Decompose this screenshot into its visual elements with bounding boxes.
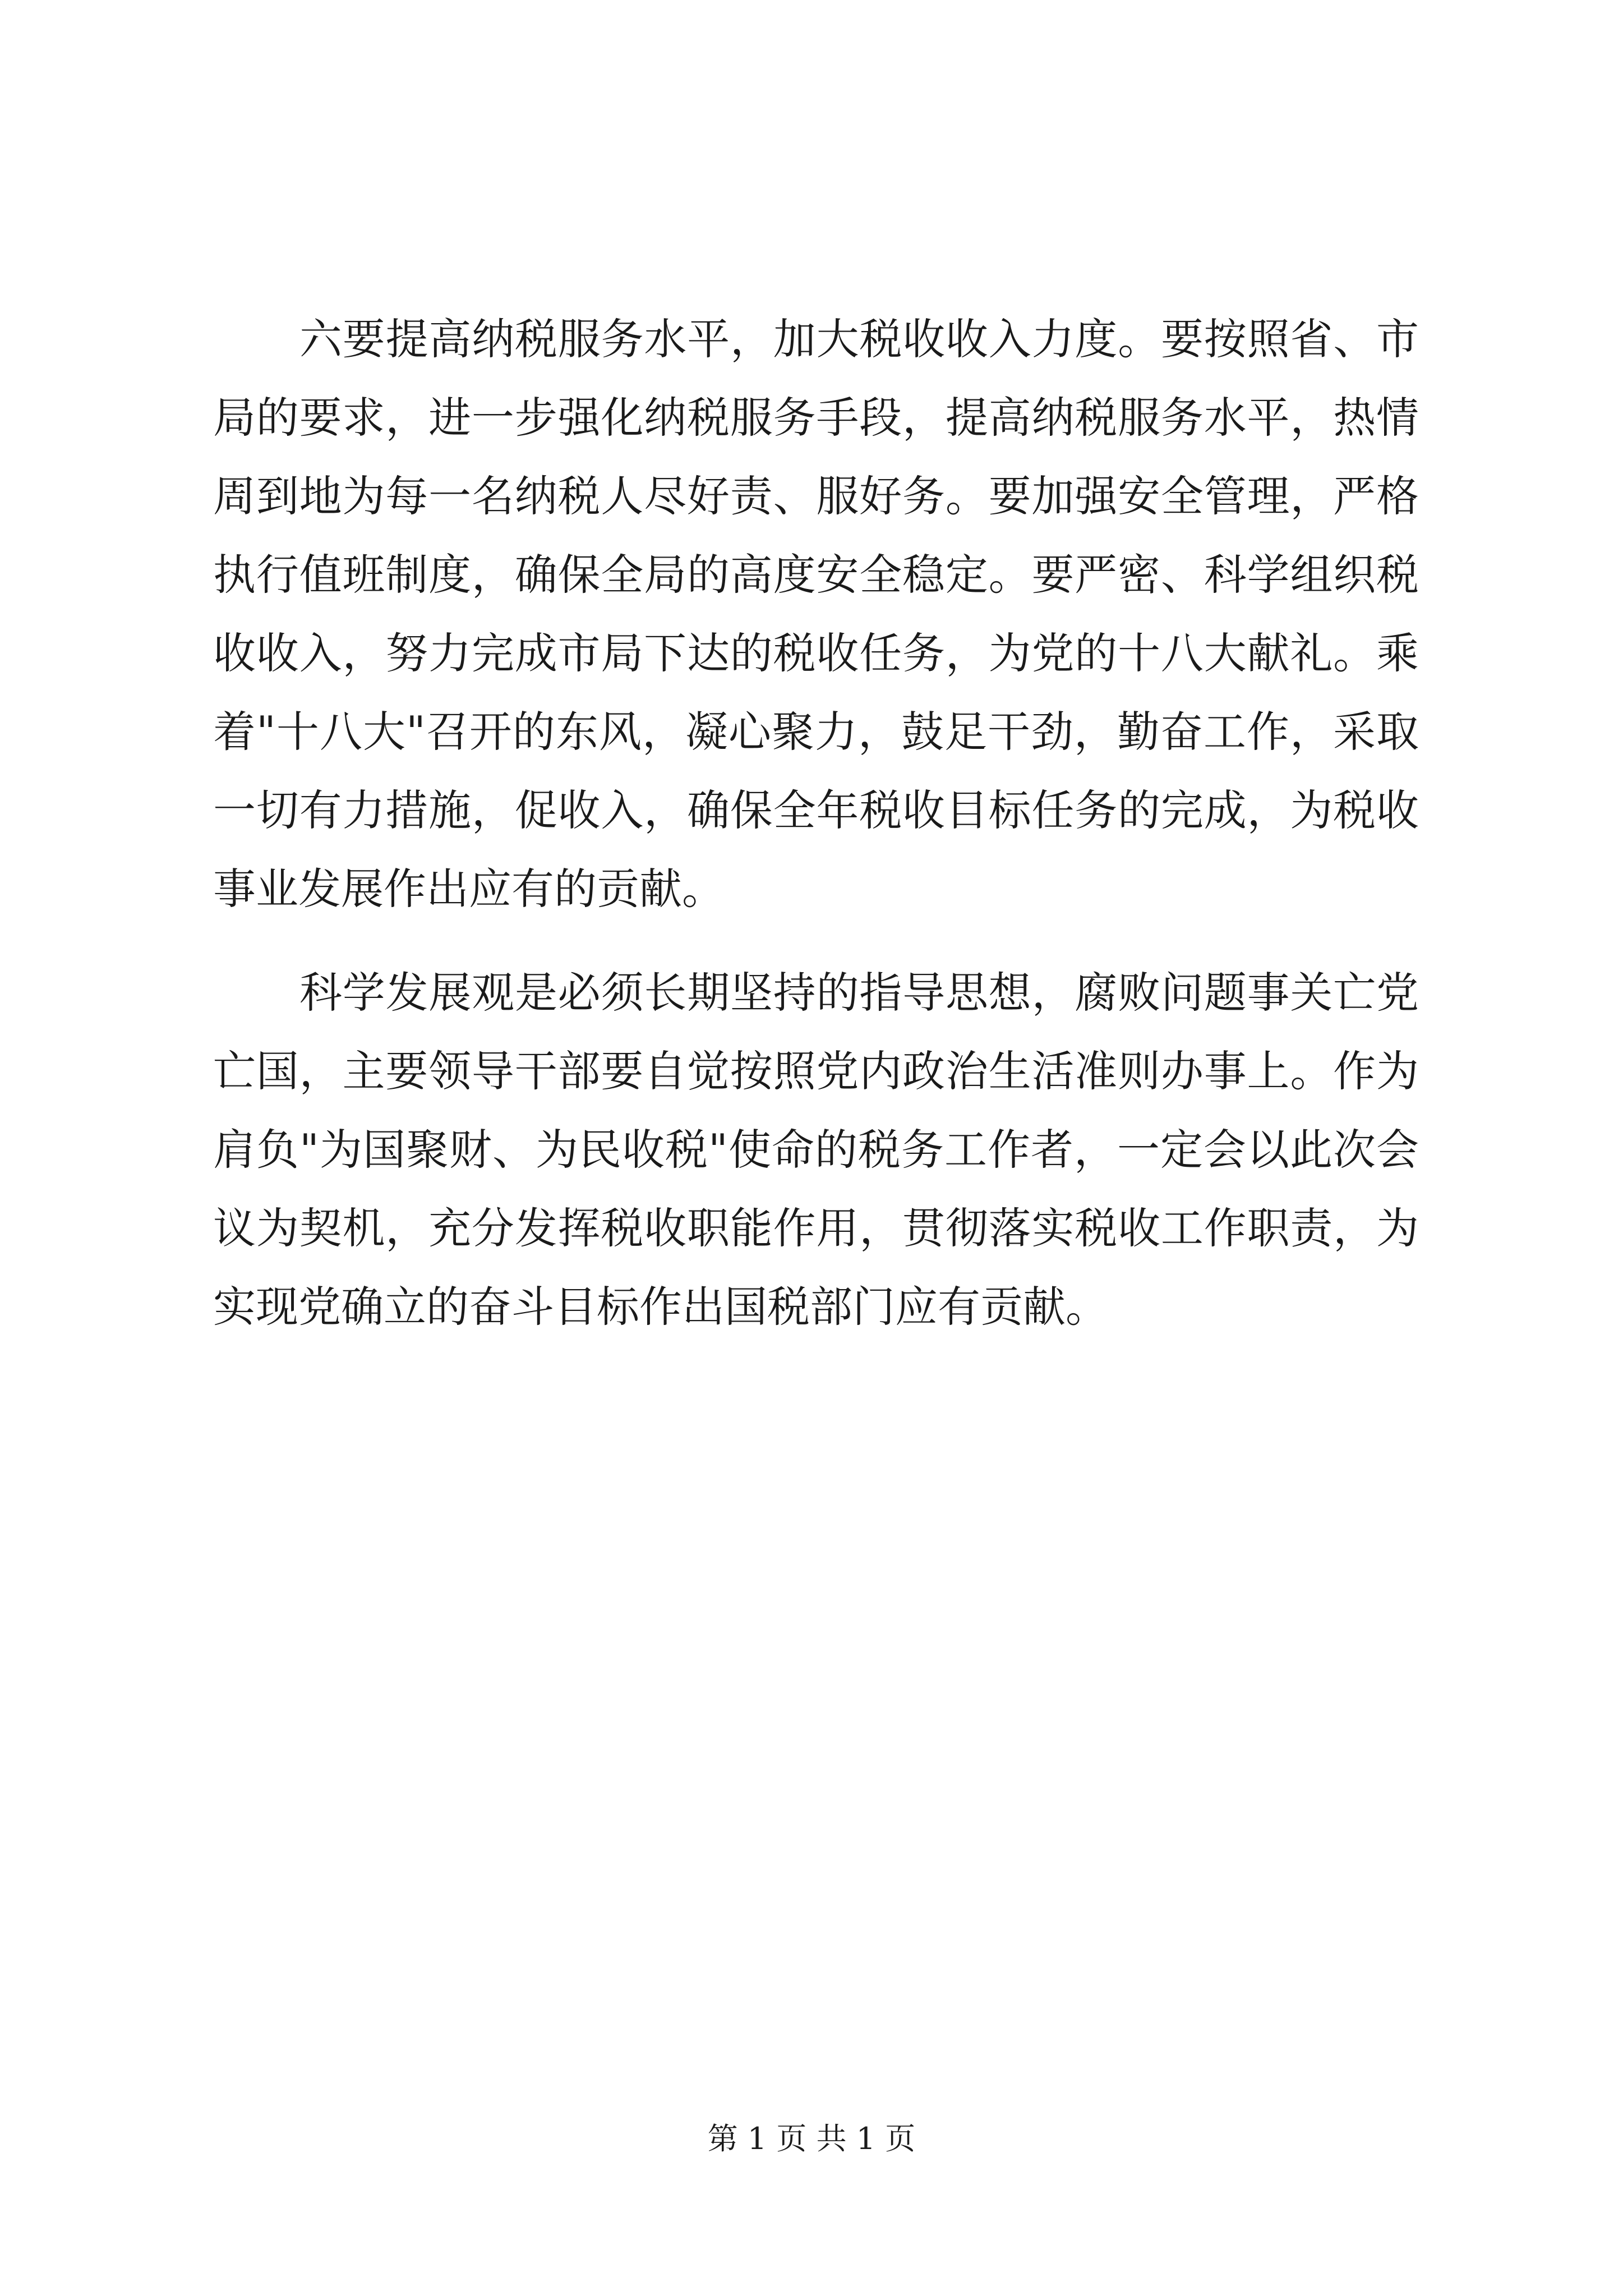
paragraph-2-line-3: 肩负"为国聚财、为民收税"使命的税务工作者，一定会以此次会 [213, 1125, 1419, 1175]
paragraph-2-line-2: 亡国，主要领导干部要自觉按照党内政治生活准则办事上。作为 [213, 1046, 1419, 1096]
paragraph-1-line-7: 一切有力措施，促收入，确保全年税收目标任务的完成，为税收 [213, 785, 1419, 835]
paragraph-1-line-4: 执行值班制度，确保全局的高度安全稳定。要严密、科学组织税 [213, 550, 1419, 600]
paragraph-2-line-4: 议为契机，充分发挥税收职能作用，贯彻落实税收工作职责，为 [213, 1203, 1419, 1253]
paragraph-2-line-5: 实现党确立的奋斗目标作出国税部门应有贡献。 [213, 1282, 1108, 1332]
paragraph-2-line-1: 科学发展观是必须长期坚持的指导思想，腐败问题事关亡党 [299, 968, 1419, 1018]
paragraph-1-line-5: 收收入，努力完成市局下达的税收任务，为党的十八大献礼。乘 [213, 628, 1419, 678]
paragraph-1-line-3: 周到地为每一名纳税人尽好责、服好务。要加强安全管理，严格 [213, 471, 1419, 521]
paragraph-1-line-8: 事业发展作出应有的贡献。 [213, 864, 725, 914]
paragraph-1-line-6: 着"十八大"召开的东风，凝心聚力，鼓足干劲，勤奋工作，采取 [213, 707, 1419, 757]
page-number-footer: 第 1 页 共 1 页 [707, 2121, 916, 2156]
paragraph-1-line-2: 局的要求，进一步强化纳税服务手段，提高纳税服务水平，热情 [213, 393, 1419, 443]
paragraph-1-line-1: 六要提高纳税服务水平，加大税收收入力度。要按照省、市 [299, 314, 1419, 364]
